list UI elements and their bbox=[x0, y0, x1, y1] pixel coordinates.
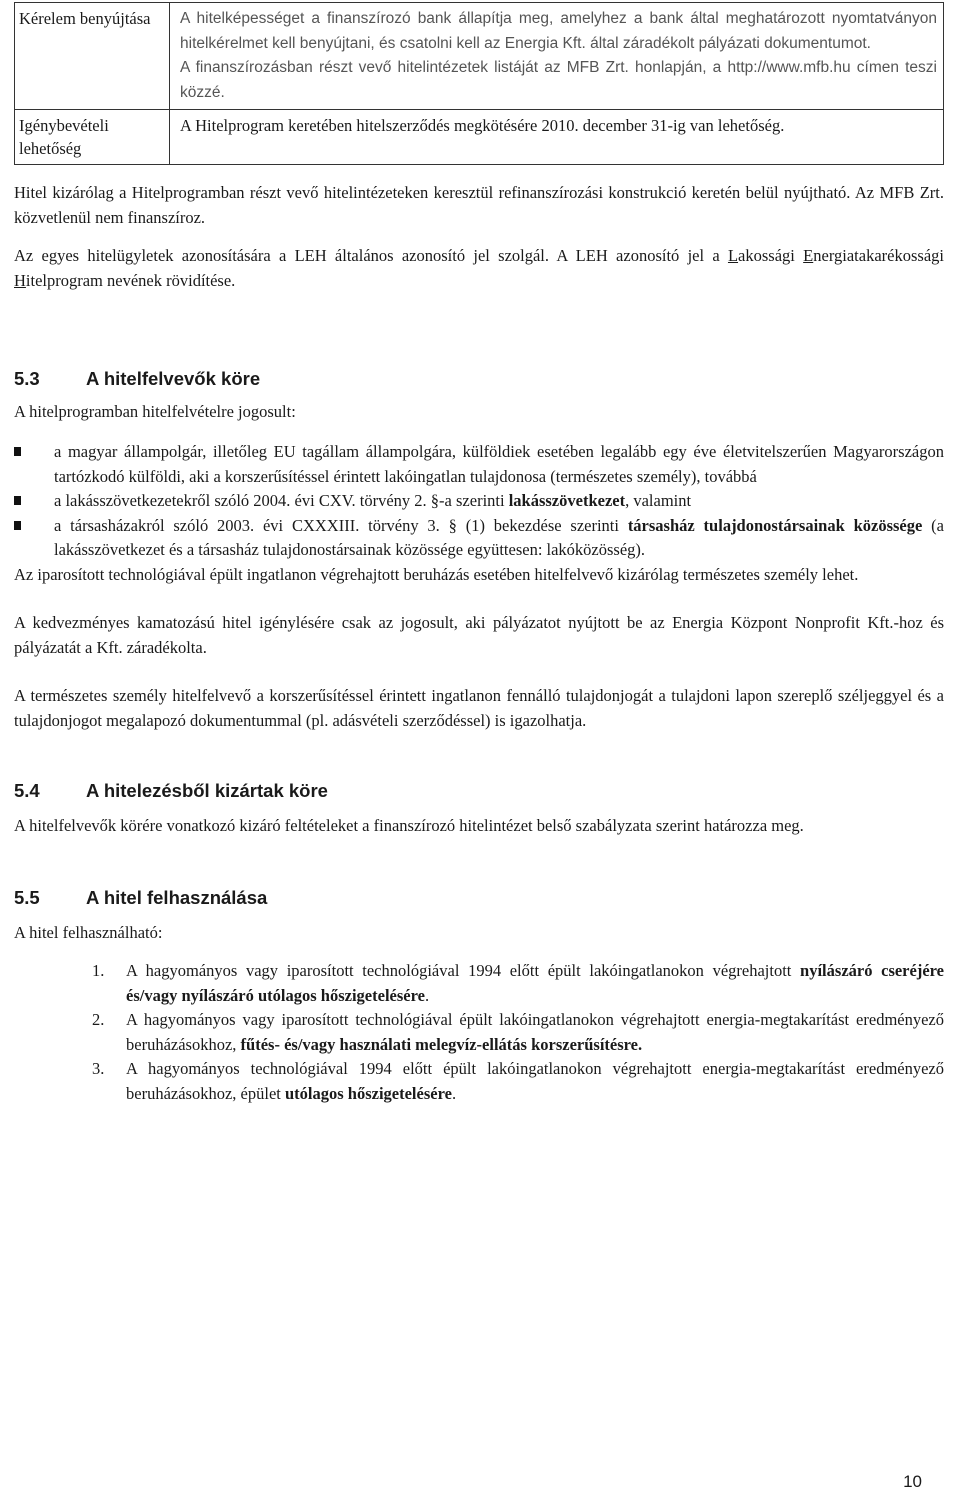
info-table bbox=[14, 2, 944, 165]
list-item: 1. A hagyományos vagy iparosított technológiával 1994 előtt épült lakóingatlanokon végrehajtott nyílászáró cseréjére és/vagy nyílászáró utólagos hőszigetelésére. bbox=[92, 961, 945, 1005]
row-label: Kérelem benyújtása bbox=[15, 3, 170, 110]
list-item: 2. A hagyományos vagy iparosított technológiával épült lakóingatlanokon végrehajtott energia-megtakarítást eredményező beruházásokhoz, fűtés- és/vagy használati melegvíz-ellátás korszerűsítésre. bbox=[92, 1010, 944, 1054]
paragraph: Az iparosított technológiával épült ingatlanon végrehajtott beruházás esetében hitelfelvevő kizárólag természetes személy lehet. bbox=[14, 564, 859, 584]
row-label: Igénybevételi lehetőség bbox=[15, 110, 170, 165]
numbered-list bbox=[14, 959, 944, 1106]
list-item: a magyar állampolgár, illetőleg EU tagállam állampolgára, külföldiek esetében legalább egy éve életvitelszerűen Magyarországon tartózkodó külföldi, aki a korszerűsítéssel érintett lakóingatlan tulajdonosa (természetes személy), továbbá bbox=[14, 440, 944, 489]
bullet-list bbox=[14, 440, 944, 563]
row-text: A Hitelprogram keretében hitelszerződés megkötésére 2010. december 31-ig van lehetőség. bbox=[180, 116, 785, 135]
section-heading: 5.3 A hitelfelvevők köre bbox=[14, 368, 261, 389]
table-row bbox=[15, 110, 944, 165]
list-item: a lakásszövetkezetekről szóló 2004. évi CXV. törvény 2. §-a szerinti lakásszövetkezet, valamint bbox=[14, 489, 944, 514]
paragraph: A hitel felhasználható: bbox=[14, 922, 163, 942]
section-heading: 5.5 A hitel felhasználása bbox=[14, 887, 268, 908]
paragraph: A kedvezményes kamatozású hitel igénylésére csak az jogosult, aki pályázatot nyújtott be az Energia Központ Nonprofit Kft.-hoz és pályázatát a Kft. záradékolta. bbox=[14, 613, 944, 657]
row-text: A hitelképességet a finanszírozó bank állapítja meg, amelyhez a bank által meghatározott nyomtatványon hitelkérelmet kell benyújtani, és csatolni kell az Energia Kft. által záradékolt pályázati dokumentumot. bbox=[180, 10, 937, 52]
paragraph: Az egyes hitelügyletek azonosítására a LEH általános azonosító jel szolgál. A LEH azonosító jel a Lakossági Energiatakarékossági Hitelprogram nevének rövidítése. bbox=[14, 246, 944, 290]
table-row bbox=[15, 3, 944, 110]
paragraph: A hitelfelvevők körére vonatkozó kizáró feltételeket a finanszírozó hitelintézet belső szabályzata szerint határozza meg. bbox=[14, 815, 804, 835]
row-text: A finanszírozásban részt vevő hitelintézetek listáját az MFB Zrt. honlapján, a http://www.mfb.hu címen teszi közzé. bbox=[180, 59, 937, 101]
page-number: 10 bbox=[903, 1472, 922, 1491]
document-page bbox=[14, 0, 944, 1106]
paragraph: A hitelprogramban hitelfelvételre jogosult: bbox=[14, 401, 296, 421]
square-bullet-icon bbox=[14, 447, 21, 456]
paragraph: Hitel kizárólag a Hitelprogramban részt vevő hitelintézeteken keresztül refinanszírozási konstrukció keretén belül nyújtható. Az MFB Zrt. közvetlenül nem finanszíroz. bbox=[14, 183, 944, 227]
list-item: 3. A hagyományos technológiával 1994 előtt épült lakóingatlanokon végrehajtott energia-megtakarítást eredményező beruházásokhoz, épület utólagos hőszigetelésére. bbox=[92, 1059, 944, 1103]
section-heading: 5.4 A hitelezésből kizártak köre bbox=[14, 780, 328, 801]
square-bullet-icon bbox=[14, 496, 21, 505]
paragraph: A természetes személy hitelfelvevő a korszerűsítéssel érintett ingatlanon fennálló tulajdonjogát a tulajdoni lapon szereplő széljeggyel és a tulajdonjogot megalapozó dokumentummal (pl. adásvételi szerződéssel) is igazolhatja. bbox=[14, 686, 944, 730]
square-bullet-icon bbox=[14, 521, 21, 530]
list-item: a társasházakról szóló 2003. évi CXXXIII. törvény 3. § (1) bekezdése szerinti társasház tulajdonostársainak közössége (a lakásszövetkezet és a társasház tulajdonostársainak közössége együttesen: lakóközösség). bbox=[14, 514, 944, 563]
